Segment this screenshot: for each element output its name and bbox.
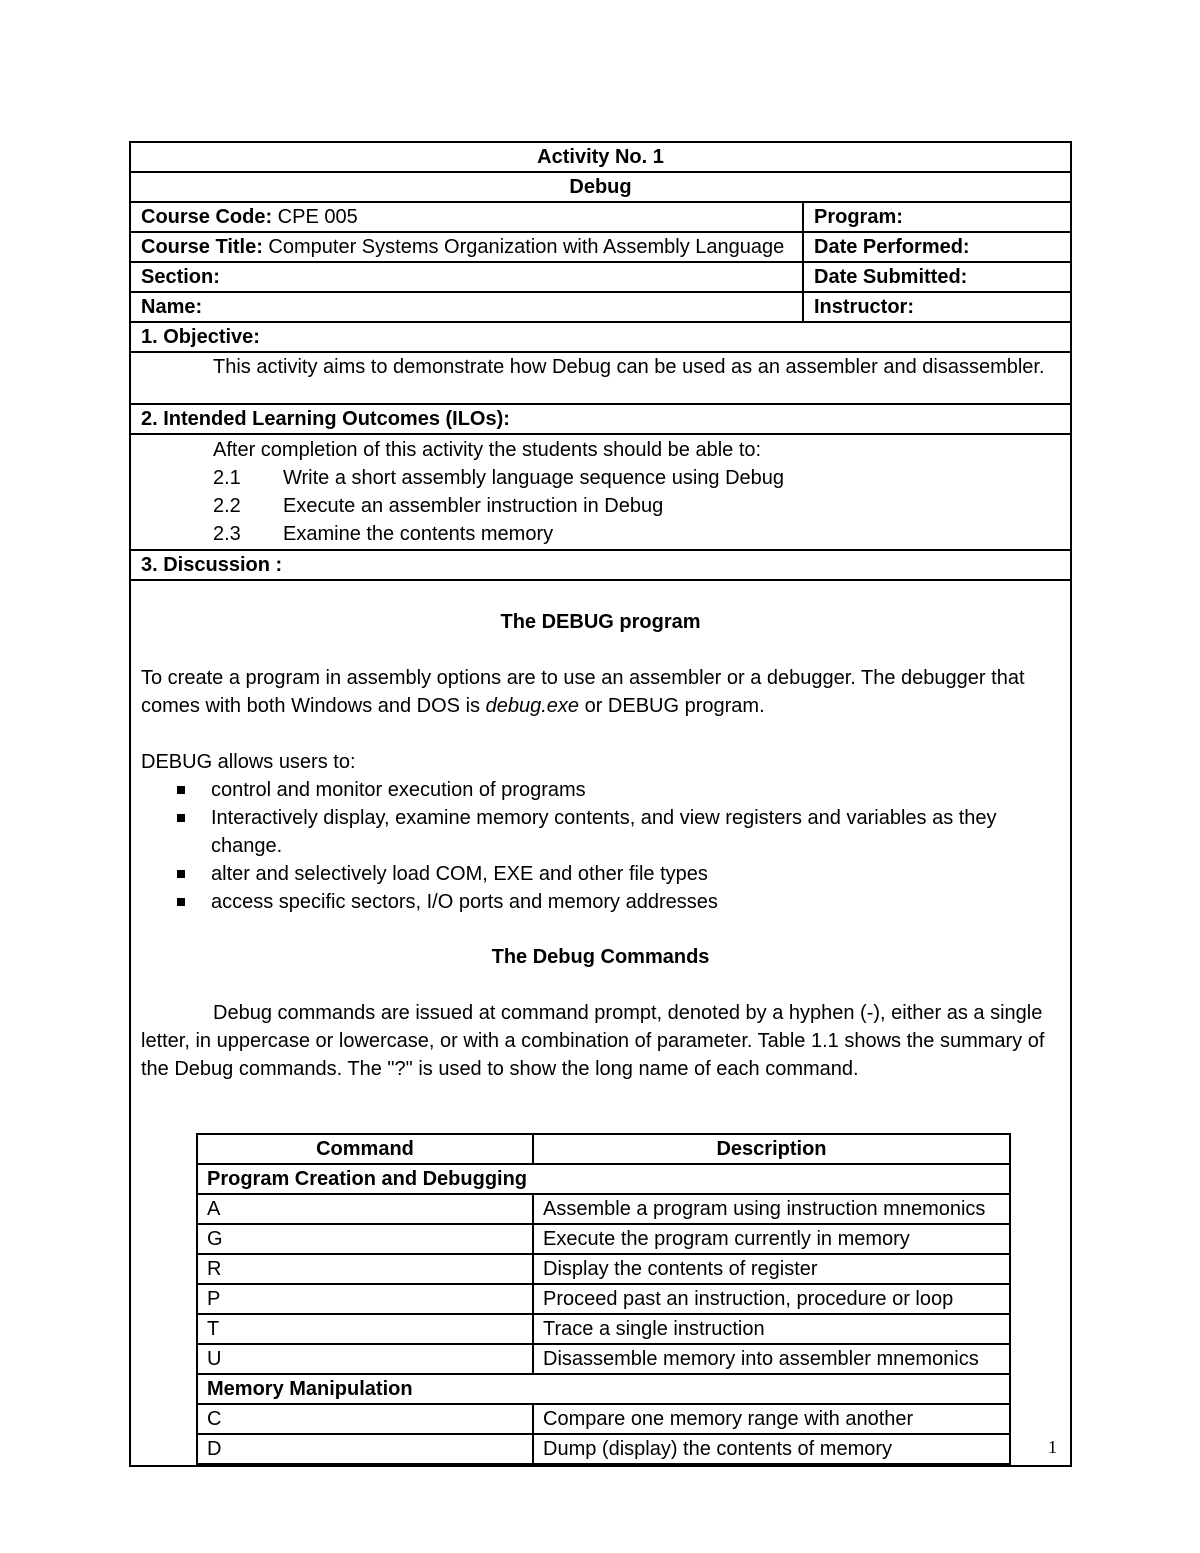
group-memory-manipulation: Memory Manipulation (197, 1374, 1010, 1404)
activity-number: Activity No. 1 (130, 142, 1071, 172)
description-cell: Disassemble memory into assembler mnemonics (533, 1344, 1010, 1374)
description-cell: Trace a single instruction (533, 1314, 1010, 1344)
intro-text-b: or DEBUG program. (579, 695, 765, 717)
ilo-item (141, 492, 1060, 520)
ilo-number: 2.3 (213, 523, 241, 545)
table-row (197, 1404, 1010, 1434)
table-row (197, 1344, 1010, 1374)
discussion-heading: 3. Discussion : (130, 550, 1071, 580)
debug-commands-title: The Debug Commands (491, 946, 710, 968)
group-program-creation: Program Creation and Debugging (197, 1164, 1010, 1194)
debug-allows-label: DEBUG allows users to: (141, 751, 356, 773)
activity-table (129, 141, 1072, 1467)
command-cell: G (197, 1224, 533, 1254)
commands-table (196, 1133, 1011, 1465)
ilo-text: Write a short assembly language sequence using Debug (283, 467, 785, 489)
program-label: Program: (803, 202, 1071, 232)
course-code-label: Course Code: (141, 206, 273, 228)
page-number: 1 (1048, 1437, 1057, 1457)
column-header-description: Description (533, 1134, 1010, 1164)
table-row (197, 1194, 1010, 1224)
table-row (197, 1434, 1010, 1464)
discussion-body (130, 580, 1071, 1466)
command-cell: C (197, 1404, 533, 1434)
course-title-cell (130, 232, 803, 262)
objective-body (130, 352, 1071, 404)
debug-commands-paragraph (141, 999, 1060, 1083)
list-item: access specific sectors, I/O ports and memory addresses (211, 888, 1060, 916)
date-submitted-label: Date Submitted: (803, 262, 1071, 292)
description-cell: Display the contents of register (533, 1254, 1010, 1284)
intro-text-italic: debug.exe (485, 695, 580, 717)
table-row (197, 1254, 1010, 1284)
ilo-number: 2.2 (213, 495, 241, 517)
debug-intro-paragraph (141, 664, 1060, 720)
activity-topic: Debug (130, 172, 1071, 202)
debug-capabilities-list (141, 776, 1060, 916)
command-cell: T (197, 1314, 533, 1344)
command-cell: D (197, 1434, 533, 1464)
course-code-value: CPE 005 (272, 206, 358, 228)
ilo-number: 2.1 (213, 467, 241, 489)
course-title-label: Course Title: (141, 236, 263, 258)
column-header-command: Command (197, 1134, 533, 1164)
debug-program-title: The DEBUG program (500, 611, 701, 633)
description-cell: Execute the program currently in memory (533, 1224, 1010, 1254)
ilos-body (130, 434, 1071, 550)
section-label: Section: (130, 262, 803, 292)
list-item: alter and selectively load COM, EXE and other file types (211, 860, 1060, 888)
objective-text: This activity aims to demonstrate how Debug can be used as an assembler and disassembler. (213, 356, 1045, 378)
activity-sheet (129, 141, 1070, 1467)
ilo-text: Execute an assembler instruction in Debug (283, 495, 664, 517)
table-row (197, 1224, 1010, 1254)
description-cell: Compare one memory range with another (533, 1404, 1010, 1434)
date-performed-label: Date Performed: (803, 232, 1071, 262)
course-code-cell (130, 202, 803, 232)
description-cell: Assemble a program using instruction mnemonics (533, 1194, 1010, 1224)
command-cell: U (197, 1344, 533, 1374)
ilo-item (141, 520, 1060, 548)
ilo-text: Examine the contents memory (283, 523, 554, 545)
description-cell: Dump (display) the contents of memory (533, 1434, 1010, 1464)
ilos-heading: 2. Intended Learning Outcomes (ILOs): (130, 404, 1071, 434)
table-row (197, 1284, 1010, 1314)
table-row (197, 1314, 1010, 1344)
description-cell: Proceed past an instruction, procedure or loop (533, 1284, 1010, 1314)
command-cell: A (197, 1194, 533, 1224)
commands-paragraph-text: Debug commands are issued at command prompt, denoted by a hyphen (-), either as a single letter, in uppercase or lowercase, or with a combination of parameter. Table 1.1 shows the summary of the Debug commands. The "?" is used to show the long name of each command. (141, 1002, 1045, 1080)
intro-text-a: To create a program in assembly options are to use an assembler or a debugger. The debugger that comes with both Windows and DOS is (141, 667, 1025, 717)
instructor-label: Instructor: (803, 292, 1071, 322)
list-item: Interactively display, examine memory contents, and view registers and variables as they change. (211, 804, 1060, 860)
ilos-intro: After completion of this activity the students should be able to: (213, 439, 762, 461)
command-cell: P (197, 1284, 533, 1314)
command-cell: R (197, 1254, 533, 1284)
list-item: control and monitor execution of programs (211, 776, 1060, 804)
ilo-item (141, 464, 1060, 492)
objective-heading: 1. Objective: (130, 322, 1071, 352)
course-title-value: Computer Systems Organization with Assembly Language (262, 236, 785, 258)
name-label: Name: (130, 292, 803, 322)
